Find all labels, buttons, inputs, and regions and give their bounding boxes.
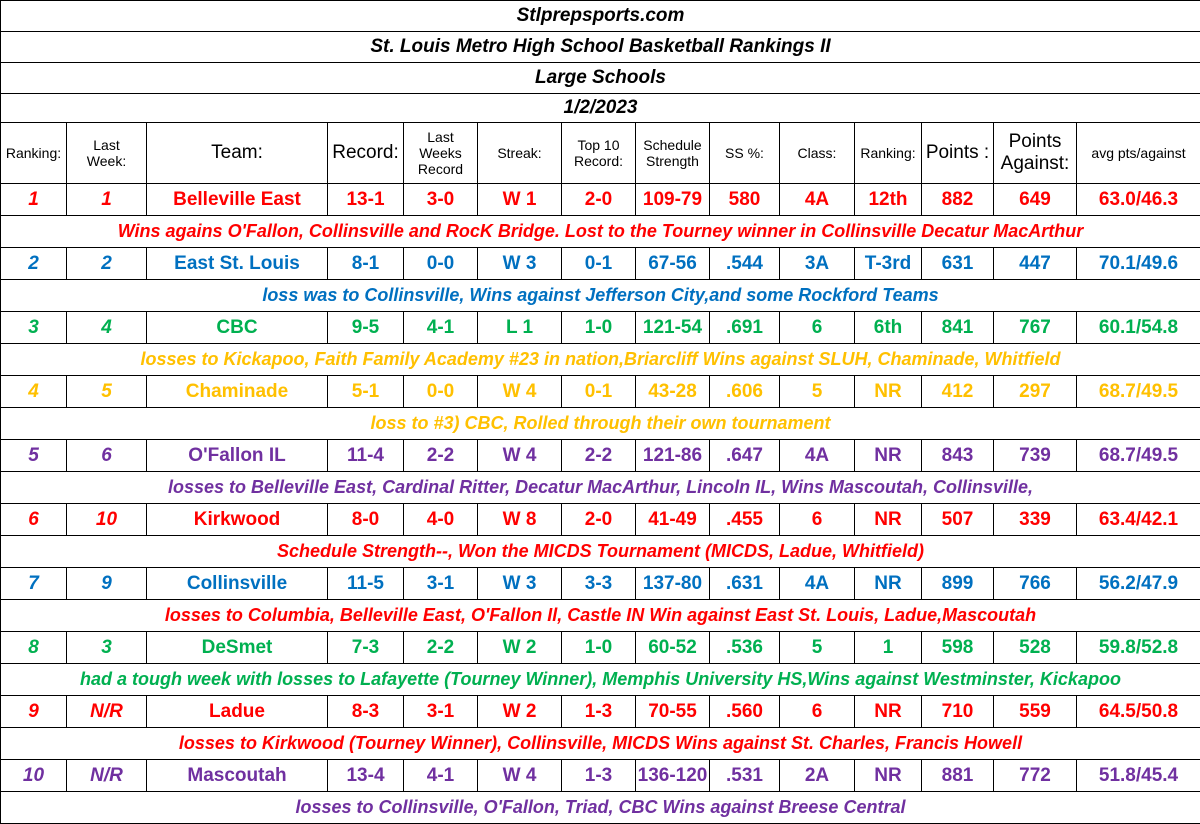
- header-top10-record: Top 10 Record:: [562, 123, 636, 184]
- note-row: [1, 664, 1200, 696]
- ss-percent-cell: .606: [710, 376, 780, 408]
- record-cell: 13-1: [328, 184, 404, 216]
- schedule-strength-cell: 121-54: [636, 312, 710, 344]
- rank-cell: 4: [1, 376, 67, 408]
- team-cell: DeSmet: [147, 632, 328, 664]
- site-name: Stlprepsports.com: [1, 1, 1200, 32]
- rank-cell: 3: [1, 312, 67, 344]
- points-against-cell: 339: [994, 504, 1077, 536]
- points-cell: 899: [922, 568, 994, 600]
- rank-cell: 8: [1, 632, 67, 664]
- points-cell: 841: [922, 312, 994, 344]
- schedule-strength-cell: 67-56: [636, 248, 710, 280]
- note-row: [1, 792, 1200, 824]
- ss-percent-cell: .691: [710, 312, 780, 344]
- schedule-strength-cell: 137-80: [636, 568, 710, 600]
- avg-cell: 59.8/52.8: [1077, 632, 1200, 664]
- class-cell: 6: [780, 696, 855, 728]
- schedule-strength-cell: 121-86: [636, 440, 710, 472]
- schedule-strength-cell: 109-79: [636, 184, 710, 216]
- points-against-cell: 772: [994, 760, 1077, 792]
- team-cell: CBC: [147, 312, 328, 344]
- top10-record-cell: 1-3: [562, 696, 636, 728]
- note-row: [1, 728, 1200, 760]
- header-ranking-state: Ranking:: [855, 123, 922, 184]
- last-week-cell: 1: [67, 184, 147, 216]
- team-note: Schedule Strength--, Won the MICDS Tournament (MICDS, Ladue, Whitfield): [1, 536, 1200, 568]
- rank-cell: 6: [1, 504, 67, 536]
- last-weeks-record-cell: 4-1: [404, 312, 478, 344]
- record-cell: 8-3: [328, 696, 404, 728]
- header-ranking: Ranking:: [1, 123, 67, 184]
- last-weeks-record-cell: 2-2: [404, 440, 478, 472]
- header-streak: Streak:: [478, 123, 562, 184]
- rank-cell: 1: [1, 184, 67, 216]
- points-against-cell: 559: [994, 696, 1077, 728]
- points-cell: 882: [922, 184, 994, 216]
- streak-cell: W 2: [478, 696, 562, 728]
- ss-percent-cell: .455: [710, 504, 780, 536]
- team-cell: Ladue: [147, 696, 328, 728]
- state-ranking-cell: NR: [855, 504, 922, 536]
- team-cell: Mascoutah: [147, 760, 328, 792]
- top10-record-cell: 2-2: [562, 440, 636, 472]
- state-ranking-cell: 12th: [855, 184, 922, 216]
- note-row: [1, 600, 1200, 632]
- points-against-cell: 766: [994, 568, 1077, 600]
- table-row: [1, 632, 1200, 664]
- points-against-cell: 297: [994, 376, 1077, 408]
- table-row: [1, 248, 1200, 280]
- points-against-cell: 767: [994, 312, 1077, 344]
- state-ranking-cell: 1: [855, 632, 922, 664]
- rankings-date: 1/2/2023: [1, 94, 1200, 123]
- state-ranking-cell: NR: [855, 440, 922, 472]
- top10-record-cell: 3-3: [562, 568, 636, 600]
- record-cell: 5-1: [328, 376, 404, 408]
- ss-percent-cell: .544: [710, 248, 780, 280]
- schedule-strength-cell: 70-55: [636, 696, 710, 728]
- points-against-cell: 739: [994, 440, 1077, 472]
- last-weeks-record-cell: 3-0: [404, 184, 478, 216]
- header-avg: avg pts/against: [1077, 123, 1200, 184]
- last-weeks-record-cell: 2-2: [404, 632, 478, 664]
- top10-record-cell: 2-0: [562, 184, 636, 216]
- top10-record-cell: 1-0: [562, 632, 636, 664]
- team-note: had a tough week with losses to Lafayette (Tourney Winner), Memphis University HS,Wins against Westminster, Kickapoo: [1, 664, 1200, 696]
- schedule-strength-cell: 60-52: [636, 632, 710, 664]
- header-points-against: Points Against:: [994, 123, 1077, 184]
- record-cell: 13-4: [328, 760, 404, 792]
- team-cell: O'Fallon IL: [147, 440, 328, 472]
- last-week-cell: 6: [67, 440, 147, 472]
- header-points: Points :: [922, 123, 994, 184]
- class-cell: 2A: [780, 760, 855, 792]
- last-week-cell: N/R: [67, 760, 147, 792]
- avg-cell: 68.7/49.5: [1077, 376, 1200, 408]
- streak-cell: W 2: [478, 632, 562, 664]
- team-note: losses to Kickapoo, Faith Family Academy #23 in nation,Briarcliff Wins against SLUH, Chaminade, Whitfield: [1, 344, 1200, 376]
- avg-cell: 51.8/45.4: [1077, 760, 1200, 792]
- top10-record-cell: 2-0: [562, 504, 636, 536]
- streak-cell: W 4: [478, 440, 562, 472]
- team-note: loss was to Collinsville, Wins against Jefferson City,and some Rockford Teams: [1, 280, 1200, 312]
- ss-percent-cell: 580: [710, 184, 780, 216]
- page-title: St. Louis Metro High School Basketball Rankings II: [1, 32, 1200, 63]
- schedule-strength-cell: 41-49: [636, 504, 710, 536]
- rank-cell: 10: [1, 760, 67, 792]
- last-weeks-record-cell: 3-1: [404, 696, 478, 728]
- points-cell: 710: [922, 696, 994, 728]
- team-cell: Kirkwood: [147, 504, 328, 536]
- avg-cell: 56.2/47.9: [1077, 568, 1200, 600]
- note-row: [1, 472, 1200, 504]
- record-cell: 11-5: [328, 568, 404, 600]
- last-weeks-record-cell: 4-0: [404, 504, 478, 536]
- avg-cell: 70.1/49.6: [1077, 248, 1200, 280]
- table-row: [1, 760, 1200, 792]
- points-cell: 881: [922, 760, 994, 792]
- ss-percent-cell: .647: [710, 440, 780, 472]
- top10-record-cell: 1-0: [562, 312, 636, 344]
- table-row: [1, 312, 1200, 344]
- ss-percent-cell: .631: [710, 568, 780, 600]
- state-ranking-cell: NR: [855, 760, 922, 792]
- header-team: Team:: [147, 123, 328, 184]
- team-note: losses to Belleville East, Cardinal Ritter, Decatur MacArthur, Lincoln IL, Wins Mascoutah, Collinsville,: [1, 472, 1200, 504]
- points-cell: 598: [922, 632, 994, 664]
- top10-record-cell: 1-3: [562, 760, 636, 792]
- team-cell: Collinsville: [147, 568, 328, 600]
- last-week-cell: 3: [67, 632, 147, 664]
- state-ranking-cell: NR: [855, 376, 922, 408]
- note-row: [1, 536, 1200, 568]
- top10-record-cell: 0-1: [562, 248, 636, 280]
- state-ranking-cell: NR: [855, 568, 922, 600]
- schedule-strength-cell: 136-120: [636, 760, 710, 792]
- table-row: [1, 184, 1200, 216]
- state-ranking-cell: NR: [855, 696, 922, 728]
- state-ranking-cell: 6th: [855, 312, 922, 344]
- last-week-cell: 9: [67, 568, 147, 600]
- note-row: [1, 280, 1200, 312]
- avg-cell: 64.5/50.8: [1077, 696, 1200, 728]
- table-row: [1, 568, 1200, 600]
- class-cell: 5: [780, 632, 855, 664]
- points-cell: 507: [922, 504, 994, 536]
- team-note: loss to #3) CBC, Rolled through their own tournament: [1, 408, 1200, 440]
- avg-cell: 63.4/42.1: [1077, 504, 1200, 536]
- last-weeks-record-cell: 4-1: [404, 760, 478, 792]
- class-cell: 3A: [780, 248, 855, 280]
- header-last-weeks-record: Last Weeks Record: [404, 123, 478, 184]
- points-cell: 843: [922, 440, 994, 472]
- streak-cell: L 1: [478, 312, 562, 344]
- team-note: Wins agains O'Fallon, Collinsville and RocK Bridge. Lost to the Tourney winner in Collinsville Decatur MacArthur: [1, 216, 1200, 248]
- page-subtitle: Large Schools: [1, 63, 1200, 94]
- class-cell: 4A: [780, 568, 855, 600]
- record-cell: 8-1: [328, 248, 404, 280]
- points-against-cell: 528: [994, 632, 1077, 664]
- header-schedule-strength: Schedule Strength: [636, 123, 710, 184]
- ss-percent-cell: .531: [710, 760, 780, 792]
- header-row: [1, 123, 1200, 184]
- last-weeks-record-cell: 3-1: [404, 568, 478, 600]
- class-cell: 6: [780, 312, 855, 344]
- table-row: [1, 440, 1200, 472]
- class-cell: 4A: [780, 184, 855, 216]
- last-weeks-record-cell: 0-0: [404, 376, 478, 408]
- note-row: [1, 216, 1200, 248]
- table-row: [1, 504, 1200, 536]
- points-against-cell: 649: [994, 184, 1077, 216]
- team-cell: East St. Louis: [147, 248, 328, 280]
- table-row: [1, 376, 1200, 408]
- schedule-strength-cell: 43-28: [636, 376, 710, 408]
- avg-cell: 60.1/54.8: [1077, 312, 1200, 344]
- team-cell: Chaminade: [147, 376, 328, 408]
- points-cell: 631: [922, 248, 994, 280]
- avg-cell: 63.0/46.3: [1077, 184, 1200, 216]
- header-last-week: Last Week:: [67, 123, 147, 184]
- team-note: losses to Collinsville, O'Fallon, Triad, CBC Wins against Breese Central: [1, 792, 1200, 824]
- points-against-cell: 447: [994, 248, 1077, 280]
- avg-cell: 68.7/49.5: [1077, 440, 1200, 472]
- record-cell: 11-4: [328, 440, 404, 472]
- ss-percent-cell: .536: [710, 632, 780, 664]
- team-cell: Belleville East: [147, 184, 328, 216]
- last-week-cell: N/R: [67, 696, 147, 728]
- streak-cell: W 4: [478, 760, 562, 792]
- last-week-cell: 4: [67, 312, 147, 344]
- points-cell: 412: [922, 376, 994, 408]
- record-cell: 8-0: [328, 504, 404, 536]
- last-week-cell: 10: [67, 504, 147, 536]
- header-record: Record:: [328, 123, 404, 184]
- record-cell: 9-5: [328, 312, 404, 344]
- record-cell: 7-3: [328, 632, 404, 664]
- top10-record-cell: 0-1: [562, 376, 636, 408]
- last-weeks-record-cell: 0-0: [404, 248, 478, 280]
- streak-cell: W 3: [478, 248, 562, 280]
- class-cell: 4A: [780, 440, 855, 472]
- streak-cell: W 1: [478, 184, 562, 216]
- header-class: Class:: [780, 123, 855, 184]
- class-cell: 6: [780, 504, 855, 536]
- ss-percent-cell: .560: [710, 696, 780, 728]
- streak-cell: W 3: [478, 568, 562, 600]
- team-note: losses to Kirkwood (Tourney Winner), Collinsville, MICDS Wins against St. Charles, Francis Howell: [1, 728, 1200, 760]
- rank-cell: 9: [1, 696, 67, 728]
- streak-cell: W 4: [478, 376, 562, 408]
- note-row: [1, 344, 1200, 376]
- team-note: losses to Columbia, Belleville East, O'Fallon Il, Castle IN Win against East St. Louis, Ladue,Mascoutah: [1, 600, 1200, 632]
- rank-cell: 2: [1, 248, 67, 280]
- header-ss-percent: SS %:: [710, 123, 780, 184]
- class-cell: 5: [780, 376, 855, 408]
- table-row: [1, 696, 1200, 728]
- rank-cell: 5: [1, 440, 67, 472]
- last-week-cell: 2: [67, 248, 147, 280]
- note-row: [1, 408, 1200, 440]
- streak-cell: W 8: [478, 504, 562, 536]
- last-week-cell: 5: [67, 376, 147, 408]
- state-ranking-cell: T-3rd: [855, 248, 922, 280]
- rank-cell: 7: [1, 568, 67, 600]
